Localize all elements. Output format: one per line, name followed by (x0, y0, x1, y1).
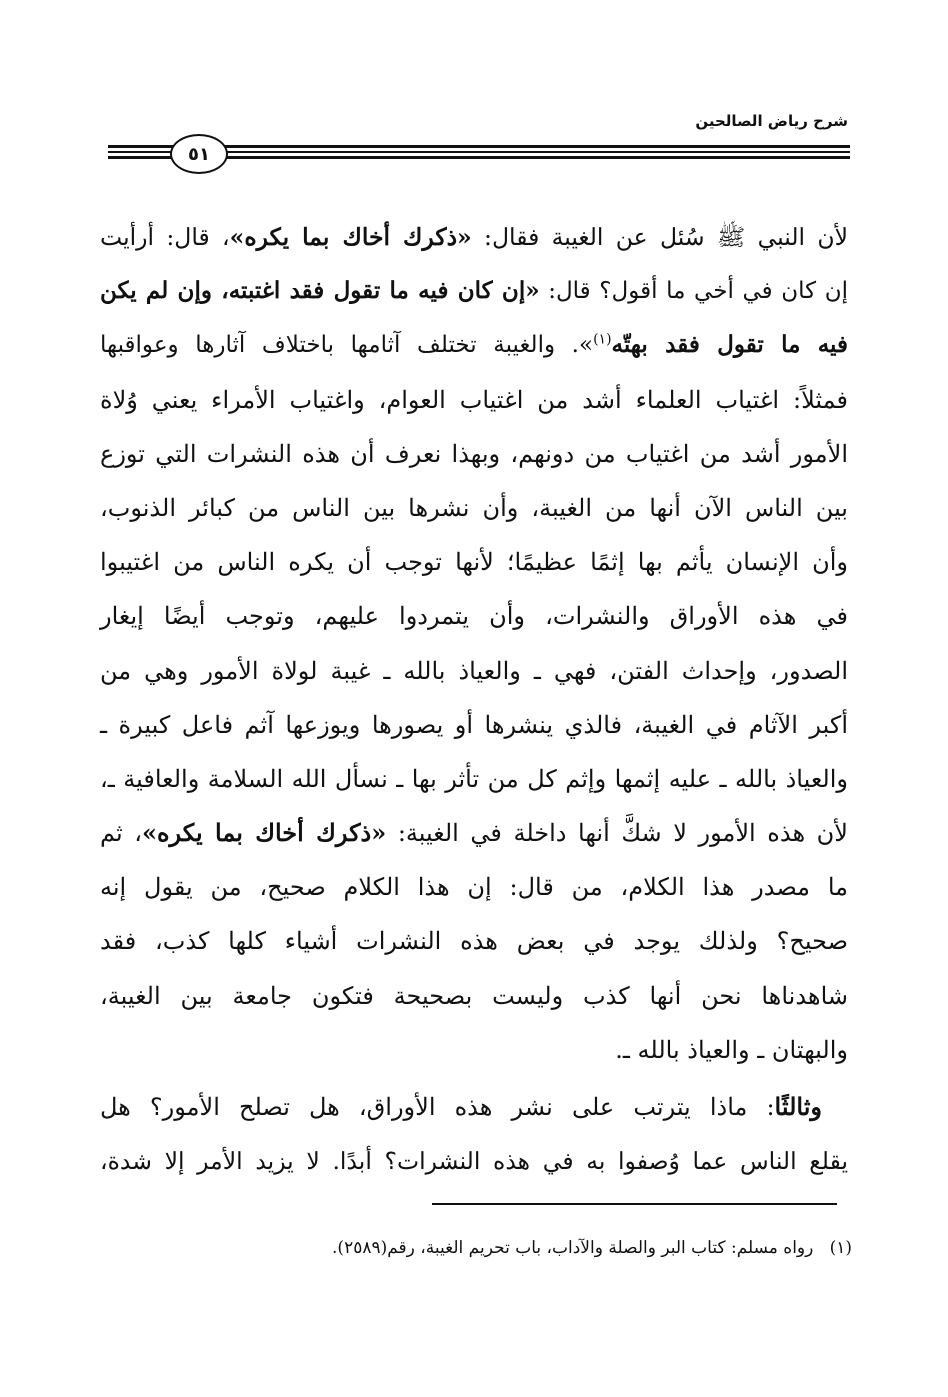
body-text (100, 210, 848, 1188)
text-line: صحيح؟ ولذلك يوجد في بعض هذه النشرات أشياء كلها كذب، فقد (100, 927, 848, 956)
text-line: ما مصدر هذا الكلام، من قال: إن هذا الكلام صحيح، من يقول إنه (100, 873, 848, 902)
footnote-text: رواه مسلم: كتاب البر والصلة والآداب، باب تحريم الغيبة، رقم(٢٥٨٩). (332, 1238, 814, 1258)
footnote (332, 1238, 852, 1258)
text-line: بين الناس الآن أنها من الغيبة، وأن نشرها بين الناس من كبائر الذنوب، (100, 493, 848, 522)
text-line: أكبر الآثام في الغيبة، فالذي ينشرها أو يصورها ويوزعها آثم فاعل كبيرة ـ (100, 710, 848, 739)
text-line: فيه ما تقول فقد بهتّه$^{(١)}$». والغيبة تختلف آثامها باختلاف آثارها وعواقبها (100, 331, 848, 359)
text-line: الأمور أشد من اغتياب من دونهم، وبهذا نعرف أن هذه النشرات التي توزع (100, 439, 848, 468)
text-line: والعياذ بالله ـ عليه إثمها وإثم كل من تأثر بها ـ نسأل الله السلامة والعافية ـ، (100, 764, 848, 793)
text-line: والبهتان ـ والعياذ بالله ـ. (615, 1035, 848, 1064)
text-line: وأن الإنسان يأثم بها إثمًا عظيمًا؛ لأنها توجب أن يكره الناس من اغتيبوا (100, 548, 848, 577)
text-line: لأن هذه الأمور لا شكَّ أنها داخلة في الغيبة: «ذكرك أخاك بما يكره»، ثم (100, 818, 848, 848)
text-line: الصدور، وإحداث الفتن، فهي ـ والعياذ بالله ـ غيبة لولاة الأمور وهي من (100, 656, 848, 685)
text-line: في هذه الأوراق والنشرات، وأن يتمردوا عليهم، وتوجب أيضًا إيغار (100, 602, 848, 631)
footnote-ref: (١) (593, 331, 612, 348)
page-number-text: ٥١ (188, 143, 210, 165)
footnote-marker: (١) (829, 1238, 852, 1258)
footnote-rule (432, 1203, 837, 1205)
running-title: شرح رياض الصالحين (695, 112, 848, 130)
text-line: لأن النبي ﷺ سُئل عن الغيبة فقال: «ذكرك أخاك بما يكره»، قال: أرأيت (100, 223, 848, 251)
text-line: يقلع الناس عما وُصفوا به في هذه النشرات؟ أبدًا. لا يزيد الأمر إلا شدة، (100, 1147, 848, 1176)
text-line: وثالثًا: ماذا يترتب على نشر هذه الأوراق، هل تصلح الأمور؟ هل (100, 1092, 822, 1121)
text-line: إن كان في أخي ما أقول؟ قال: «إن كان فيه ما تقول فقد اغتبته، وإن لم يكن (100, 277, 848, 305)
text-line: شاهدناها نحن أنها كذب وليست بصحيحة فتكون جامعة بين الغيبة، (100, 981, 848, 1010)
text-line: فمثلاً: اغتياب العلماء أشد من اغتياب العوام، واغتياب الأمراء يعني وُلاة (100, 385, 848, 414)
page-number (170, 134, 228, 174)
